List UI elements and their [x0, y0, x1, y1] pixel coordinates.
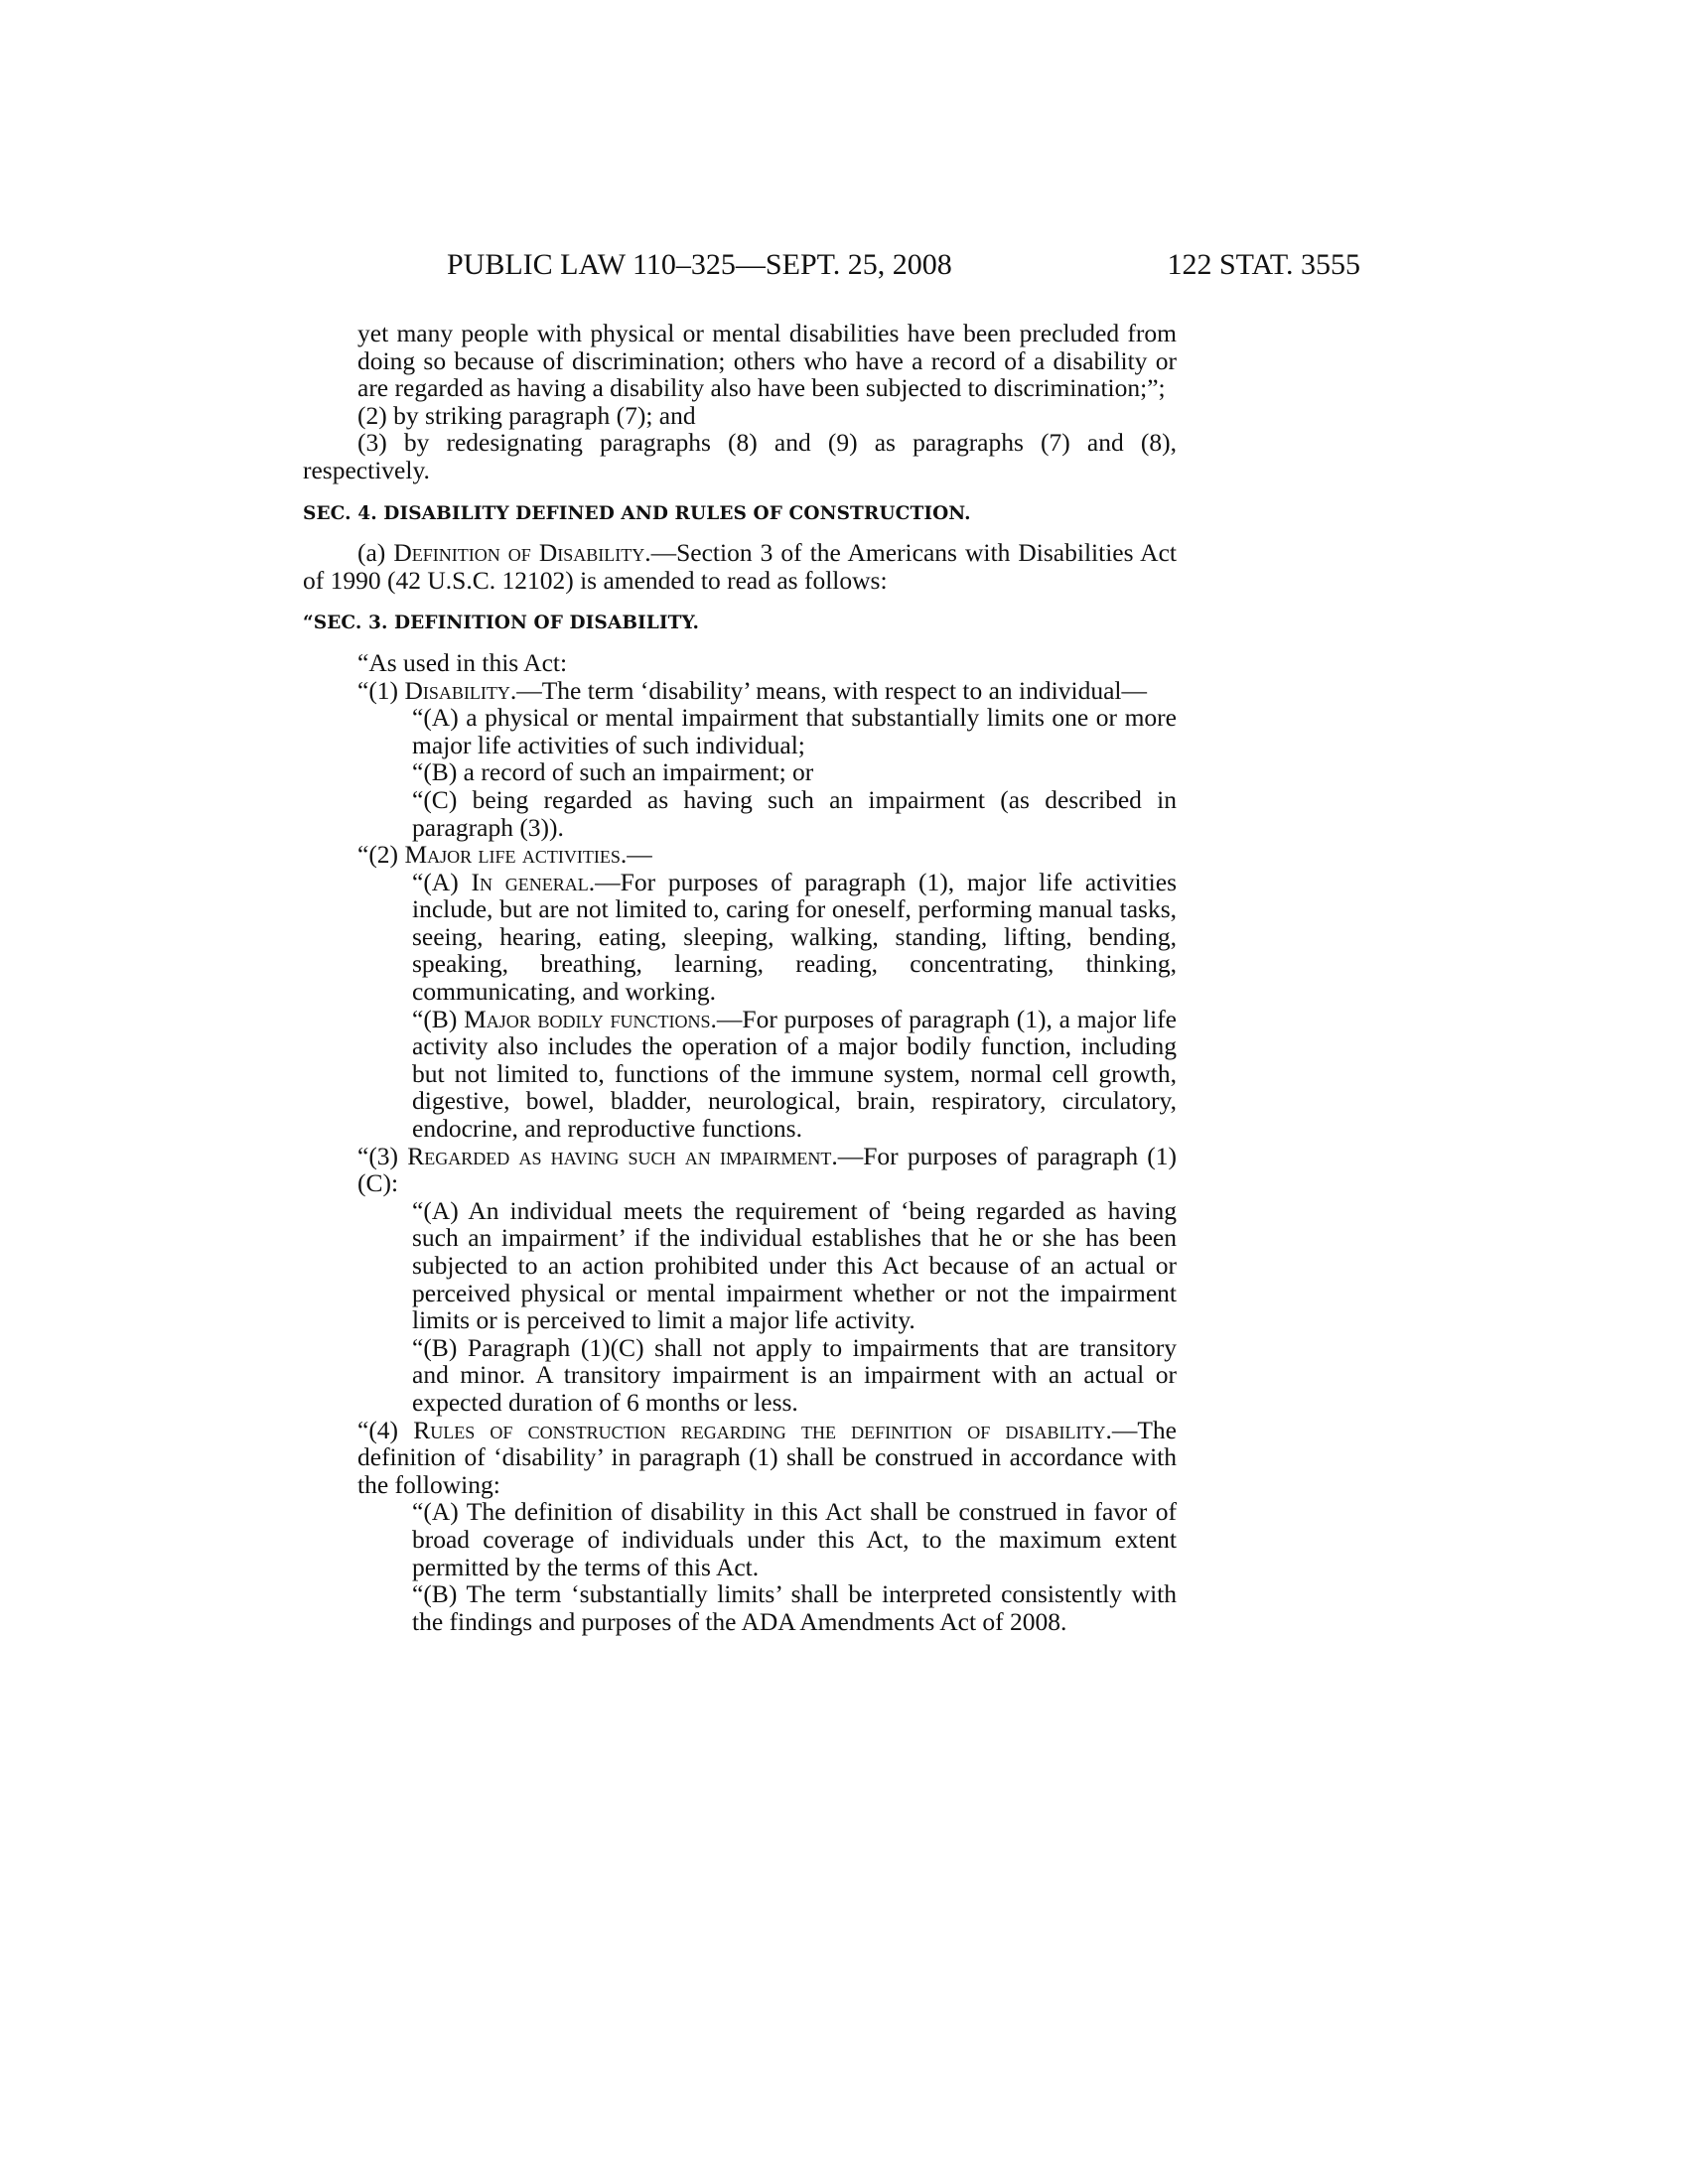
section-3-heading: “SEC. 3. DEFINITION OF DISABILITY. [303, 613, 699, 634]
body-text [303, 320, 1177, 1635]
paragraph-2-A-heading: In general. [471, 867, 596, 896]
paragraph-2-label: “(2) [357, 840, 405, 870]
paragraph-2-B-label: “(B) [412, 1004, 465, 1033]
paragraph-2-B [303, 1006, 1177, 1143]
paragraph-2 [303, 841, 1177, 869]
paragraph-2-A-text: —For purposes of paragraph (1), major life activities include, but are not limited to, caring for oneself, performing manual tasks, seeing, hearing, eating, sleeping, walking, standing, lifting, bending, speaking, breathing, learning, reading, concentrating, thinking, communicating, and working. [412, 867, 1177, 1007]
subsection-a-label: (a) [357, 538, 394, 568]
amendment-item-2: (2) by striking paragraph (7); and [357, 400, 696, 430]
paragraph-3-label: “(3) [357, 1141, 408, 1170]
amendment-item-3-text: (3) by redesignating paragraphs (8) and (9) as paragraphs (7) and (8), respectively. [303, 428, 1177, 484]
paragraph-2-heading: Major life activities. [404, 840, 628, 870]
paragraph-4-label: “(4) [357, 1415, 414, 1444]
amendment-item-3 [303, 429, 1177, 483]
paragraph-3-B: “(B) Paragraph (1)(C) shall not apply to impairments that are transitory and minor. A transitory impairment is an impairment with an actual or expected duration of 6 months or less. [412, 1332, 1177, 1417]
running-header [447, 248, 1360, 288]
paragraph-2-text: — [627, 840, 652, 870]
paragraph-2-B-heading: Major bodily functions. [464, 1004, 717, 1033]
paragraph-2-A [303, 869, 1177, 1006]
paragraph-3-text: —For purposes of paragraph (1)(C): [357, 1141, 1178, 1198]
paragraph-1-C: “(C) being regarded as having such an impairment (as described in paragraph (3)). [412, 784, 1177, 842]
paragraph-4 [303, 1417, 1177, 1499]
paragraph-4-heading: Rules of construction regarding the definition of disability. [413, 1415, 1112, 1444]
header-statute-page: 122 STAT. 3555 [1167, 248, 1360, 281]
paragraph-1 [303, 677, 1177, 705]
paragraph-4-text: —The definition of ‘disability’ in paragraph (1) shall be construed in accordance with the following: [357, 1415, 1177, 1499]
paragraph-4-B: “(B) The term ‘substantially limits’ shall be interpreted consistently with the findings and purposes of the ADA Amendments Act of 2008. [412, 1579, 1177, 1636]
as-used-line: “As used in this Act: [357, 647, 568, 677]
paragraph-4-A: “(A) The definition of disability in this Act shall be construed in favor of broad coverage of individuals under this Act, to the maximum extent permitted by the terms of this Act. [412, 1497, 1177, 1581]
paragraph-1-heading: Disability. [404, 675, 517, 705]
paragraph-1-text: —The term ‘disability’ means, with respect to an individual— [516, 675, 1147, 705]
paragraph-3-A: “(A) An individual meets the requirement of ‘being regarded as having such an impairment’ if the individual establishes that he or she has been subjected to an action prohibited under this Act because of an actual or perceived physical or mental impairment whether or not the impairment limits or is perceived to limit a major life activity. [412, 1195, 1177, 1335]
paragraph-continuation: yet many people with physical or mental disabilities have been precluded from doing so because of discrimination; others who have a record of a disability or are regarded as having a disability also have been subjected to discrimination;”; [357, 319, 1177, 403]
paragraph-1-A: “(A) a physical or mental impairment that substantially limits one or more major life activities of such individual; [412, 703, 1177, 759]
subsection-a-text: —Section 3 of the Americans with Disabilities Act of 1990 (42 U.S.C. 12102) is amended to read as follows: [303, 538, 1177, 595]
section-4-heading: SEC. 4. DISABILITY DEFINED AND RULES OF CONSTRUCTION. [303, 502, 971, 524]
paragraph-3-heading: Regarded as having such an impairment. [407, 1141, 838, 1170]
subsection-a-heading: Definition of Disability. [393, 538, 651, 568]
paragraph-3 [303, 1143, 1177, 1197]
paragraph-1-label: “(1) [357, 675, 405, 705]
subsection-a [303, 539, 1177, 594]
header-title: PUBLIC LAW 110–325—SEPT. 25, 2008 [447, 248, 952, 281]
paragraph-2-B-text: —For purposes of paragraph (1), a major life activity also includes the operation of a major bodily function, including but not limited to, functions of the immune system, normal cell growth, digestive, bowel, bladder, neurological, brain, respiratory, circulatory, endocrine, and reproductive functions. [412, 1004, 1178, 1144]
paragraph-2-A-label: “(A) [412, 867, 472, 896]
paragraph-1-B: “(B) a record of such an impairment; or [412, 757, 814, 787]
